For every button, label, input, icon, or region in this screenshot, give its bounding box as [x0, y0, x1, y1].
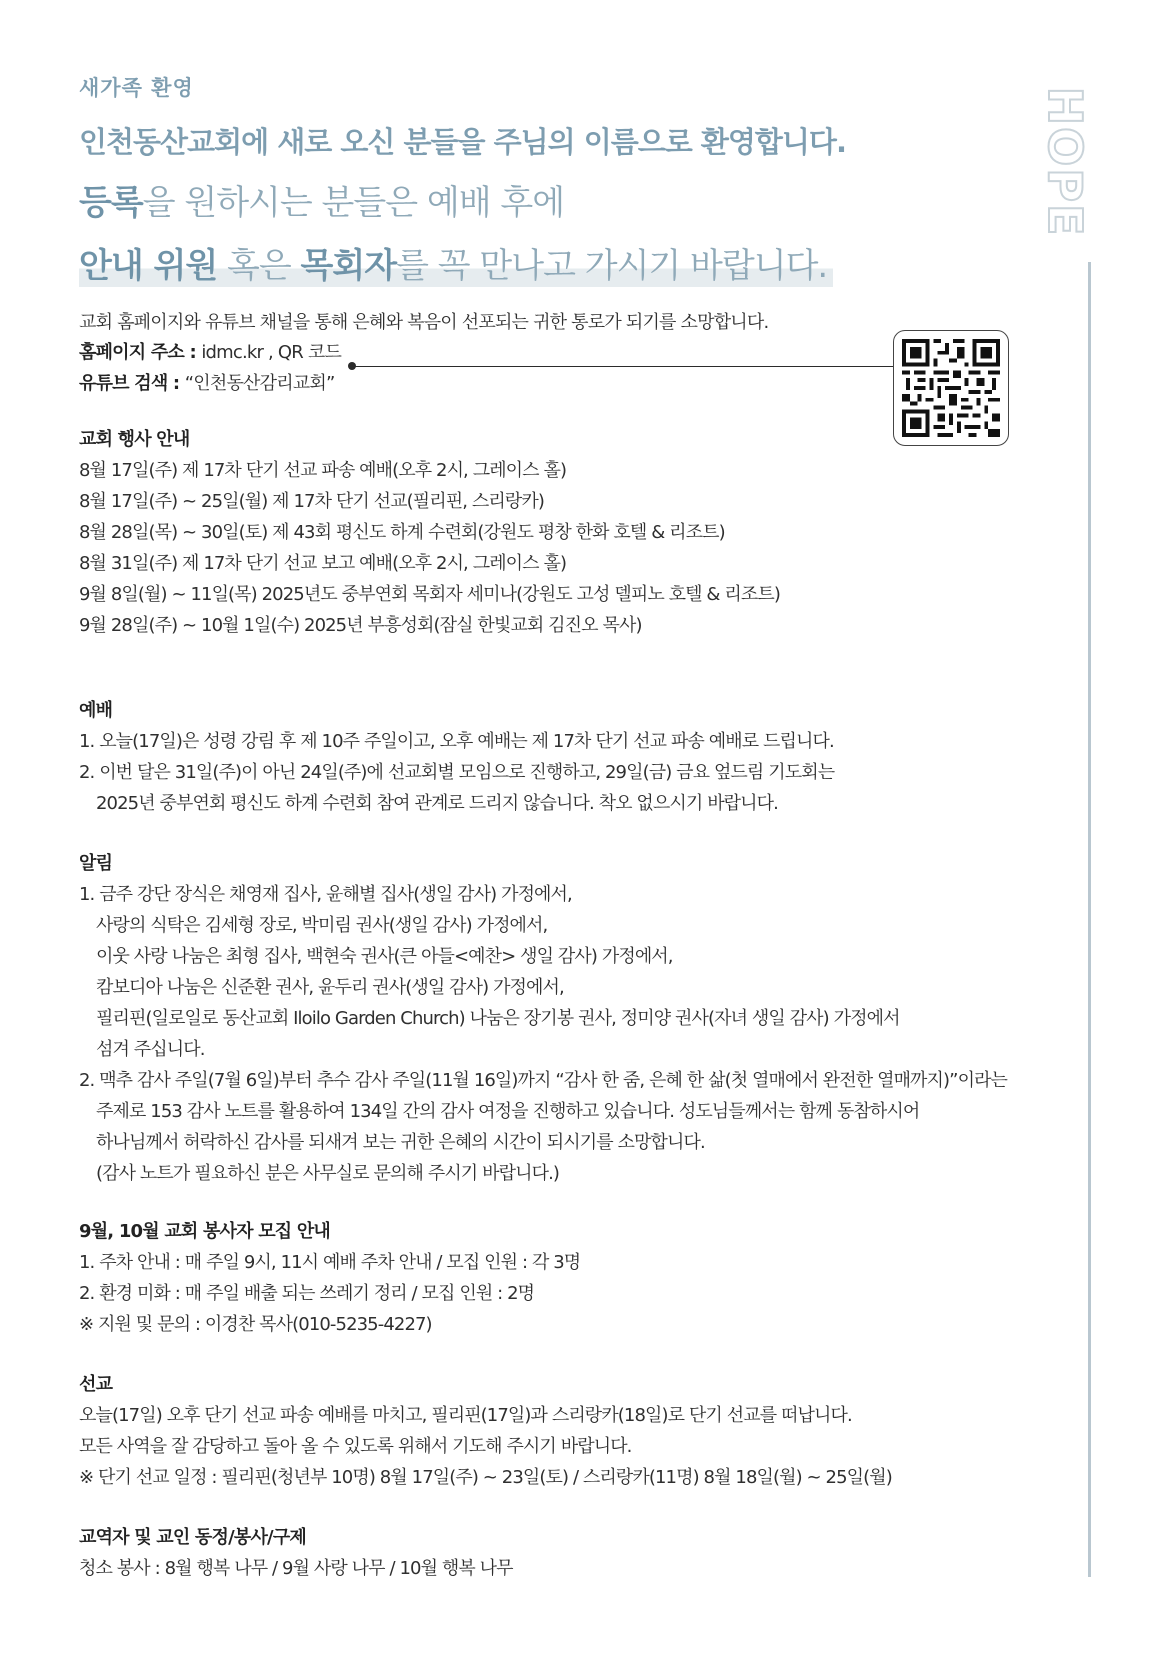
notice-line: 2. 맥추 감사 주일(7월 6일)부터 추수 감사 주일(11월 16일)까지 “감사 한 줌, 은혜 한 삶(첫 열매에서 완전한 열매까지)”이라는	[79, 1070, 1008, 1091]
volunteer-line: ※ 지원 및 문의 : 이경찬 목사(010-5235-4227)	[79, 1314, 432, 1335]
staff-line: 청소 봉사 : 8월 행복 나무 / 9월 사랑 나무 / 10월 행복 나무	[79, 1558, 513, 1579]
worship-line: 2025년 중부연회 평신도 하계 수련회 참여 관계로 드리지 않습니다. 착오 없으시기 바랍니다.	[96, 793, 778, 814]
staff-title: 교역자 및 교인 동정/봉사/구제	[79, 1527, 307, 1548]
homepage-line: 홈페이지 주소 : idmc.kr , QR 코드	[79, 342, 342, 363]
volunteer-line: 2. 환경 미화 : 매 주일 배출 되는 쓰레기 정리 / 모집 인원 : 2명	[79, 1283, 535, 1304]
qr-code-icon[interactable]	[893, 330, 1009, 446]
intro-text: 교회 홈페이지와 유튜브 채널을 통해 은혜와 복음이 선포되는 귀한 통로가 되기를 소망합니다.	[79, 312, 769, 333]
welcome-line-2: 등록을 원하시는 분들은 예배 후에	[79, 183, 565, 223]
volunteer-line: 1. 주차 안내 : 매 주일 9시, 11시 예배 주차 안내 / 모집 인원 : 각 3명	[79, 1252, 581, 1273]
notice-line: 하나님께서 허락하신 감사를 되새겨 보는 귀한 은혜의 시간이 되시기를 소망합니다.	[96, 1132, 705, 1153]
welcome-line-3: 안내 위원 혹은 목회자를 꼭 만나고 가시기 바랍니다.	[79, 238, 833, 287]
notice-line: 사랑의 식탁은 김세형 장로, 박미림 권사(생일 감사) 가정에서,	[96, 915, 548, 936]
events-section	[79, 424, 780, 641]
guide-emphasis: 안내 위원	[79, 246, 218, 286]
notice-line: 1. 금주 강단 장식은 채영재 집사, 윤해별 집사(생일 감사) 가정에서,	[79, 884, 572, 905]
worship-title: 예배	[79, 700, 113, 721]
events-line: 8월 28일(목) ~ 30일(토) 제 43회 평신도 하계 수련회(강원도 평창 한화 호텔 & 리조트)	[79, 522, 725, 543]
notice-line: 캄보디아 나눔은 신준환 권사, 윤두리 권사(생일 감사) 가정에서,	[96, 977, 564, 998]
notice-section	[79, 848, 1007, 1189]
worship-section	[79, 695, 834, 819]
register-emphasis: 등록	[79, 183, 143, 223]
mission-title: 선교	[79, 1374, 113, 1395]
staff-section	[79, 1522, 513, 1584]
volunteer-section	[79, 1216, 580, 1340]
events-title: 교회 행사 안내	[79, 429, 190, 450]
mission-line: ※ 단기 선교 일정 : 필리핀(청년부 10명) 8월 17일(주) ~ 23일(토) / 스리랑카(11명) 8월 18일(월) ~ 25일(월)	[79, 1467, 892, 1488]
events-line: 8월 17일(주) 제 17차 단기 선교 파송 예배(오후 2시, 그레이스 홀)	[79, 460, 567, 481]
notice-line: 이웃 사랑 나눔은 최형 집사, 백현숙 권사(큰 아들<예찬> 생일 감사) 가정에서,	[96, 946, 673, 967]
volunteer-title: 9월, 10월 교회 봉사자 모집 안내	[79, 1221, 331, 1242]
notice-line: 섬겨 주십니다.	[96, 1039, 205, 1060]
mission-section	[79, 1369, 892, 1493]
welcome-headline	[79, 120, 879, 287]
mission-line: 모든 사역을 잘 감당하고 돌아 올 수 있도록 위해서 기도해 주시기 바랍니다.	[79, 1436, 632, 1457]
notice-line: 필리핀(일로일로 동산교회 Iloilo Garden Church) 나눔은 장기봉 권사, 정미양 권사(자녀 생일 감사) 가정에서	[96, 1008, 900, 1029]
qr-connector-line	[353, 366, 893, 367]
notice-line: 주제로 153 감사 노트를 활용하여 134일 간의 감사 여정을 진행하고 있습니다. 성도님들께서는 함께 동참하시어	[96, 1101, 920, 1122]
mission-line: 오늘(17일) 오후 단기 선교 파송 예배를 마치고, 필리핀(17일)과 스리랑카(18일)로 단기 선교를 떠납니다.	[79, 1405, 852, 1426]
events-line: 9월 28일(주) ~ 10월 1일(수) 2025년 부흥성회(잠실 한빛교회 김진오 목사)	[79, 615, 642, 636]
side-divider	[1088, 262, 1091, 1577]
worship-line: 2. 이번 달은 31일(주)이 아닌 24일(주)에 선교회별 모임으로 진행하고, 29일(금) 금요 엎드림 기도회는	[79, 762, 835, 783]
notice-line: (감사 노트가 필요하신 분은 사무실로 문의해 주시기 바랍니다.)	[96, 1163, 560, 1184]
hope-side-title: HOPE	[1038, 86, 1092, 238]
youtube-line: 유튜브 검색 : “인천동산감리교회”	[79, 373, 335, 394]
homepage-link[interactable]: idmc.kr , QR 코드	[201, 342, 342, 363]
events-line: 9월 8일(월) ~ 11일(목) 2025년도 중부연회 목회자 세미나(강원도 고성 델피노 호텔 & 리조트)	[79, 584, 780, 605]
section-kicker: 새가족 환영	[79, 76, 194, 100]
notice-title: 알림	[79, 853, 113, 874]
welcome-line-1: 인천동산교회에 새로 오신 분들을 주님의 이름으로 환영합니다.	[79, 125, 846, 159]
pastor-emphasis: 목회자	[300, 246, 397, 286]
worship-line: 1. 오늘(17일)은 성령 강림 후 제 10주 주일이고, 오후 예배는 제 17차 단기 선교 파송 예배로 드립니다.	[79, 731, 834, 752]
events-line: 8월 17일(주) ~ 25일(월) 제 17차 단기 선교(필리핀, 스리랑카)	[79, 491, 544, 512]
events-line: 8월 31일(주) 제 17차 단기 선교 보고 예배(오후 2시, 그레이스 홀)	[79, 553, 567, 574]
